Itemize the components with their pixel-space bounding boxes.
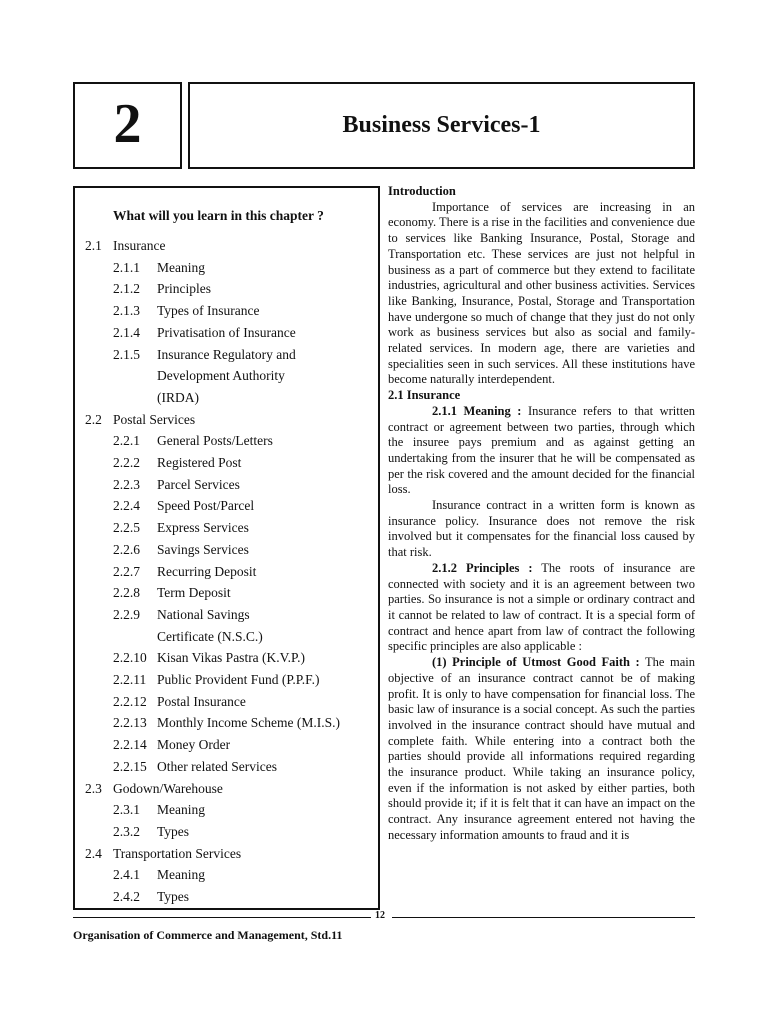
contents-item-number: 2.2.7	[113, 563, 140, 579]
section-heading-insurance: 2.1 Insurance	[388, 388, 461, 403]
chapter-title: Business Services-1	[342, 112, 541, 138]
contents-item-label: Types	[157, 823, 190, 839]
contents-item-number: 2.3	[85, 780, 102, 796]
contents-item	[113, 477, 240, 493]
meaning-heading: 2.1.1 Meaning :	[432, 403, 522, 418]
contents-item	[113, 824, 189, 840]
chapter-number: 2	[113, 93, 142, 155]
contents-item-number: 2.2.10	[113, 650, 147, 666]
contents-item	[113, 542, 249, 558]
contents-item-label: Meaning	[157, 802, 205, 818]
contents-item	[85, 781, 223, 797]
meaning-text: Insurance refers to that written contract or agreement between two parties, through which the insuree pays premium and as against getting an undertaking from the insurer that he will be compensated as per the risk covered and the amount decided for the financial loss.	[388, 403, 696, 497]
contents-item-label: Principles	[157, 281, 211, 297]
contents-item	[113, 867, 205, 883]
contents-item-label: Monthly Income Scheme (M.I.S.)	[157, 715, 340, 731]
principles-paragraph	[388, 561, 695, 655]
good-faith-text: The main objective of an insurance contract cannot be of making profit. It is only to have compensation for financial loss. The basic law of insurance is a social concept. As such the parties involved in the insurance contract should have mutual and complete faith. While entering into a contract both the parties should provide all informations required regarding the insurance product. While taking an insurance policy, even if the information is not asked by either parties, both should provide it; if it is felt that it can have an impact on the contract. Any insurance agreement entered not having the necessary information amounts to fraud and it is	[388, 655, 695, 842]
meaning-paragraph	[388, 404, 695, 498]
contents-item-number: 2.2.6	[113, 541, 140, 557]
contents-item	[113, 303, 260, 319]
contents-item	[85, 238, 165, 254]
footer-rule-right	[392, 917, 695, 918]
contents-item-label: Term Deposit	[157, 585, 231, 601]
contents-item	[113, 715, 340, 731]
contents-item	[113, 650, 305, 666]
introduction-heading: Introduction	[388, 184, 456, 198]
policy-paragraph: Insurance contract in a written form is known as insurance policy. Insurance does not remove the risk involved but it compensates for the financial loss caused by that risk.	[388, 498, 695, 560]
contents-item	[157, 629, 263, 645]
contents-item-label: Postal Insurance	[157, 693, 246, 709]
contents-item-label: General Posts/Letters	[157, 433, 273, 449]
contents-item-number: 2.2.11	[113, 672, 147, 687]
contents-item-label: Transportation Services	[113, 845, 242, 861]
contents-item-label: Types of Insurance	[157, 303, 260, 319]
contents-item-label: Insurance	[113, 238, 166, 253]
contents-item-label: Privatisation of Insurance	[157, 324, 296, 340]
contents-item	[113, 281, 211, 297]
contents-item	[113, 672, 319, 688]
contents-item-label: National Savings	[157, 606, 250, 622]
contents-item-number: 2.2.14	[113, 737, 147, 753]
contents-item-label: Meaning	[157, 867, 205, 883]
contents-item-label: Kisan Vikas Pastra (K.V.P.)	[157, 650, 305, 666]
contents-item-label: Certificate (N.S.C.)	[157, 628, 263, 644]
good-faith-paragraph	[388, 655, 695, 843]
contents-item-number: 2.3.2	[113, 823, 140, 839]
contents-item	[113, 737, 230, 753]
contents-item-number: 2.2.8	[113, 585, 140, 601]
contents-item-number: 2.2.4	[113, 498, 140, 514]
contents-item-number: 2.2.12	[113, 693, 147, 709]
footer-rule-left	[73, 917, 371, 918]
contents-item-number: 2.2.2	[113, 455, 140, 470]
contents-item	[113, 347, 296, 363]
contents-item	[113, 325, 296, 341]
contents-item-number: 2.2.9	[113, 606, 140, 622]
contents-item-number: 2.1.5	[113, 346, 140, 362]
good-faith-heading: (1) Principle of Utmost Good Faith :	[432, 655, 640, 670]
contents-item-number: 2.2	[85, 411, 102, 427]
contents-item-number: 2.1.1	[113, 259, 140, 275]
principles-heading: 2.1.2 Principles :	[432, 560, 533, 575]
chapter-title-box	[188, 82, 695, 169]
contents-heading: What will you learn in this chapter ?	[113, 208, 324, 223]
contents-item-label: Meaning	[157, 259, 205, 275]
contents-item-number: 2.2.3	[113, 476, 140, 492]
contents-item	[113, 802, 205, 818]
contents-item	[113, 759, 277, 775]
contents-item-label: Other related Services	[157, 758, 277, 774]
page-number: 12	[375, 910, 385, 921]
contents-item-number: 2.4.1	[113, 867, 140, 883]
contents-item-number: 2.1.3	[113, 303, 140, 319]
contents-item	[113, 260, 205, 276]
contents-item-number: 2.2.13	[113, 715, 147, 731]
contents-item	[85, 412, 195, 428]
chapter-contents-box	[73, 186, 380, 910]
contents-item-label: Types	[157, 889, 190, 904]
contents-item-label: Recurring Deposit	[157, 563, 257, 579]
contents-item-label: Public Provident Fund (P.P.F.)	[157, 672, 320, 687]
contents-item-number: 2.4.2	[113, 889, 140, 904]
contents-item-label: Money Order	[157, 737, 231, 753]
contents-item-number: 2.1.4	[113, 324, 140, 340]
contents-item-label: Savings Services	[157, 541, 249, 557]
contents-item-label: Registered Post	[157, 455, 242, 470]
contents-item-number: 2.4	[85, 845, 102, 861]
contents-item-label: Parcel Services	[157, 476, 240, 492]
contents-item-number: 2.1	[85, 238, 102, 253]
contents-item-number: 2.2.1	[113, 433, 140, 449]
contents-item-label: Godown/Warehouse	[113, 780, 223, 796]
introduction-paragraph: Importance of services are increasing in an economy. There is a rise in the facilities and convenience due to services like Banking Insurance, Postal, Storage and Transportation etc. These services are just not helpful in business as a part of commerce but they extend to facilitate industries, agricultural and other business activities. Services like Banking, Insurance, Postal, Storage and Transportation have undergone so much of change that they just do not only work as business services but also as social and family-related services. In modern age, there are varieties and specialities seen in such services. All these institutions have become naturally interdependent.	[388, 199, 695, 387]
contents-item-number: 2.2.15	[113, 758, 147, 774]
principles-text: The roots of insurance are connected with society and it is an agreement between two parties. So insurance is not a simple or ordinary contract and it cannot be related to law of contract. It is a special form of contract and hence apart from law of contract the following specific principles are also applicable :	[388, 560, 695, 654]
body-text-column	[388, 184, 695, 844]
contents-item-label: Speed Post/Parcel	[157, 498, 255, 514]
contents-item-number: 2.3.1	[113, 802, 140, 818]
contents-item	[113, 694, 246, 710]
contents-item	[113, 455, 241, 471]
contents-item-label: Development Authority	[157, 368, 285, 384]
contents-item-number: 2.2.5	[113, 520, 140, 536]
contents-item-label: Postal Services	[113, 411, 196, 427]
contents-item	[113, 498, 254, 514]
contents-item	[113, 520, 249, 536]
contents-item-label: Insurance Regulatory and	[157, 346, 296, 362]
contents-item-number: 2.1.2	[113, 281, 140, 297]
contents-item	[157, 390, 199, 406]
contents-item	[85, 846, 241, 862]
contents-item	[113, 889, 189, 905]
contents-item	[113, 585, 231, 601]
footer-book-title: Organisation of Commerce and Management, Std.11	[73, 928, 343, 942]
contents-item	[113, 564, 256, 580]
contents-item-label: Express Services	[157, 520, 249, 536]
contents-item	[157, 368, 285, 384]
contents-item	[113, 607, 250, 623]
chapter-number-box	[73, 82, 182, 169]
contents-item	[113, 433, 273, 449]
contents-item-label: (IRDA)	[157, 389, 199, 405]
